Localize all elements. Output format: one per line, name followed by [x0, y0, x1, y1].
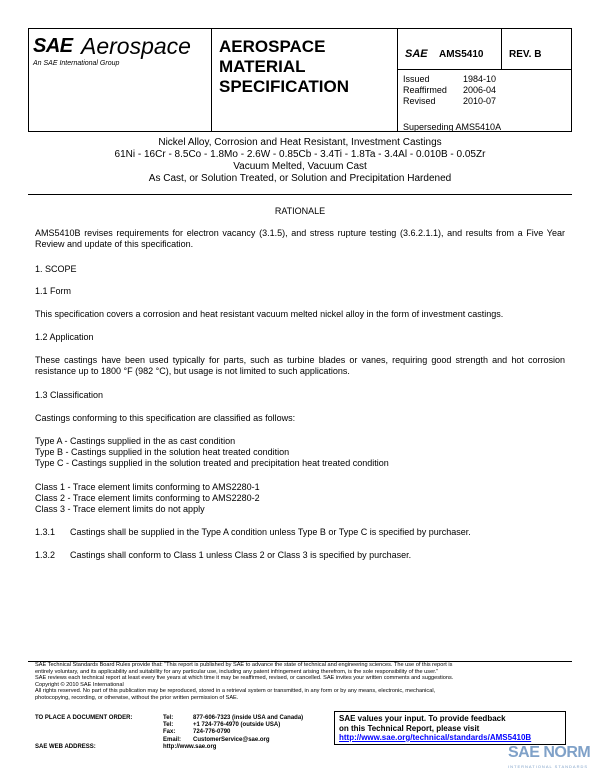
title-line: Nickel Alloy, Corrosion and Heat Resistant, Investment Castings [158, 137, 442, 148]
watermark-subtitle: INTERNATIONAL STANDARDS [508, 764, 589, 769]
spec-title-line: MATERIAL [219, 57, 306, 76]
date-value: 2006-04 [463, 85, 497, 95]
title-line: 61Ni - 16Cr - 8.5Co - 1.8Mo - 2.6W - 0.85Cb - 3.4Ti - 1.8Ta - 3.4Al - 0.010B - 0.05Zr [114, 149, 486, 160]
class-list [35, 482, 565, 515]
application-text: These castings have been used typically for parts, such as turbine blades or vanes, requiring good strength and hot corrosion resistance up to 1800 °F (982 °C), but usage is not limited to such applications. [35, 355, 565, 376]
rationale-text: AMS5410B revises requirements for electron vacancy (3.1.5), and stress rupture testing (3.6.2.1.1), and results from a Five Year Review and update of this specification. [35, 228, 565, 249]
date-value: 2010-07 [463, 96, 497, 106]
legal-line: SAE Technical Standards Board Rules provide that: “This report is published by SAE to advance the state of technical and engineering sciences. The use of this report is [35, 662, 453, 668]
date-row [403, 96, 496, 107]
date-label: Revised [403, 96, 436, 106]
title-line: Vacuum Melted, Vacuum Cast [233, 161, 367, 172]
header-divider [397, 29, 398, 131]
legal-line: SAE reviews each technical report at least every five years at which time it may be reaffirmed, revised, or cancelled. SAE invites your written comments and suggestions. [35, 675, 454, 682]
form-heading: 1.1 Form [35, 286, 72, 296]
legal-line: All rights reserved. No part of this publication may be reproduced, stored in a retrieval system or transmitted, in any form or by any means, electronic, mechanical, [35, 688, 436, 695]
application-heading: 1.2 Application [35, 332, 94, 342]
paragraph-1-3-1: 1.3.1 Castings shall be supplied in the Type A condition unless Type B or Type C is specified by purchaser. [35, 527, 471, 537]
list-item: Type A - Castings supplied in the as cast condition [35, 436, 236, 446]
scope-heading: 1. SCOPE [35, 264, 77, 274]
list-item: Class 3 - Trace element limits do not apply [35, 504, 205, 514]
web-link[interactable]: http://www.sae.org [163, 743, 217, 750]
header-divider [501, 29, 502, 69]
fax-value: 724-776-0790 [193, 729, 231, 736]
spec-header [28, 28, 572, 132]
list-item: Class 1 - Trace element limits conforming to AMS2280-1 [35, 482, 260, 492]
watermark-logo: SAE NORM [508, 744, 591, 761]
logo-subtitle: An SAE International Group [33, 60, 120, 67]
web-label: SAE WEB ADDRESS: [35, 743, 96, 750]
classification-intro: Castings conforming to this specification are classified as follows: [35, 413, 296, 423]
spec-title [219, 37, 349, 97]
rationale-heading: RATIONALE [274, 206, 326, 216]
date-list [403, 74, 496, 107]
list-item: Type C - Castings supplied in the solution treated and precipitation heat treated condition [35, 458, 389, 468]
material-title [28, 137, 572, 185]
header-divider [397, 69, 571, 70]
tel-label: Tel: [163, 715, 174, 721]
list-item: Class 2 - Trace element limits conforming to AMS2280-2 [35, 493, 260, 503]
feedback-text: SAE values your input. To provide feedback [339, 714, 506, 723]
feedback-link[interactable]: http://www.sae.org/technical/standards/AMS5410B [339, 733, 532, 742]
date-row [403, 85, 496, 96]
paragraph-1-3-2: 1.3.2 Castings shall conform to Class 1 unless Class 2 or Class 3 is specified by purchaser. [35, 550, 412, 560]
revision: REV. B [509, 49, 542, 60]
document-number: AMS5410 [439, 49, 484, 60]
legal-line: Copyright © 2010 SAE International [35, 681, 124, 688]
legal-line: entirely voluntary, and its applicability and suitability for any particular use, including any patent infringement arising therefrom, is the sole responsibility of the user.” [35, 668, 439, 675]
email-link[interactable]: CustomerService@sae.org [193, 736, 270, 743]
form-text: This specification covers a corrosion and heat resistant vacuum melted nickel alloy in the form of investment castings. [35, 309, 504, 319]
date-row [403, 74, 496, 85]
spec-title-line: SPECIFICATION [219, 77, 350, 96]
email-label: Email: [163, 736, 182, 743]
title-separator [28, 194, 572, 195]
aerospace-logo-text: Aerospace [81, 33, 191, 59]
spec-title-line: AEROSPACE [219, 37, 326, 56]
superseding-note: Superseding AMS5410A [403, 122, 502, 132]
title-line: As Cast, or Solution Treated, or Solution and Precipitation Hardened [148, 173, 452, 184]
date-label: Issued [403, 74, 430, 84]
feedback-text: on this Technical Report, please visit [339, 723, 480, 733]
feedback-box [334, 711, 566, 745]
order-contact [35, 715, 307, 751]
header-divider [211, 29, 212, 131]
classification-heading: 1.3 Classification [35, 390, 104, 400]
order-label: TO PLACE A DOCUMENT ORDER: [35, 715, 133, 721]
legal-notice [35, 662, 565, 702]
tel-value[interactable]: 877-606-7323 (inside USA and Canada) [193, 715, 304, 721]
list-item: Type B - Castings supplied in the solution heat treated condition [35, 447, 290, 457]
date-value: 1984-10 [463, 74, 497, 84]
sae-mark: SAE [405, 48, 428, 60]
tel2-label: Tel: [163, 722, 174, 729]
legal-line: photocopying, recording, or otherwise, without the prior written permission of SAE. [35, 694, 239, 701]
tel2-value[interactable]: +1 724-776-4970 (outside USA) [193, 722, 281, 729]
date-label: Reaffirmed [403, 85, 447, 95]
type-list [35, 436, 565, 469]
sae-logo: SAE [33, 35, 73, 57]
fax-label: Fax: [163, 729, 176, 736]
